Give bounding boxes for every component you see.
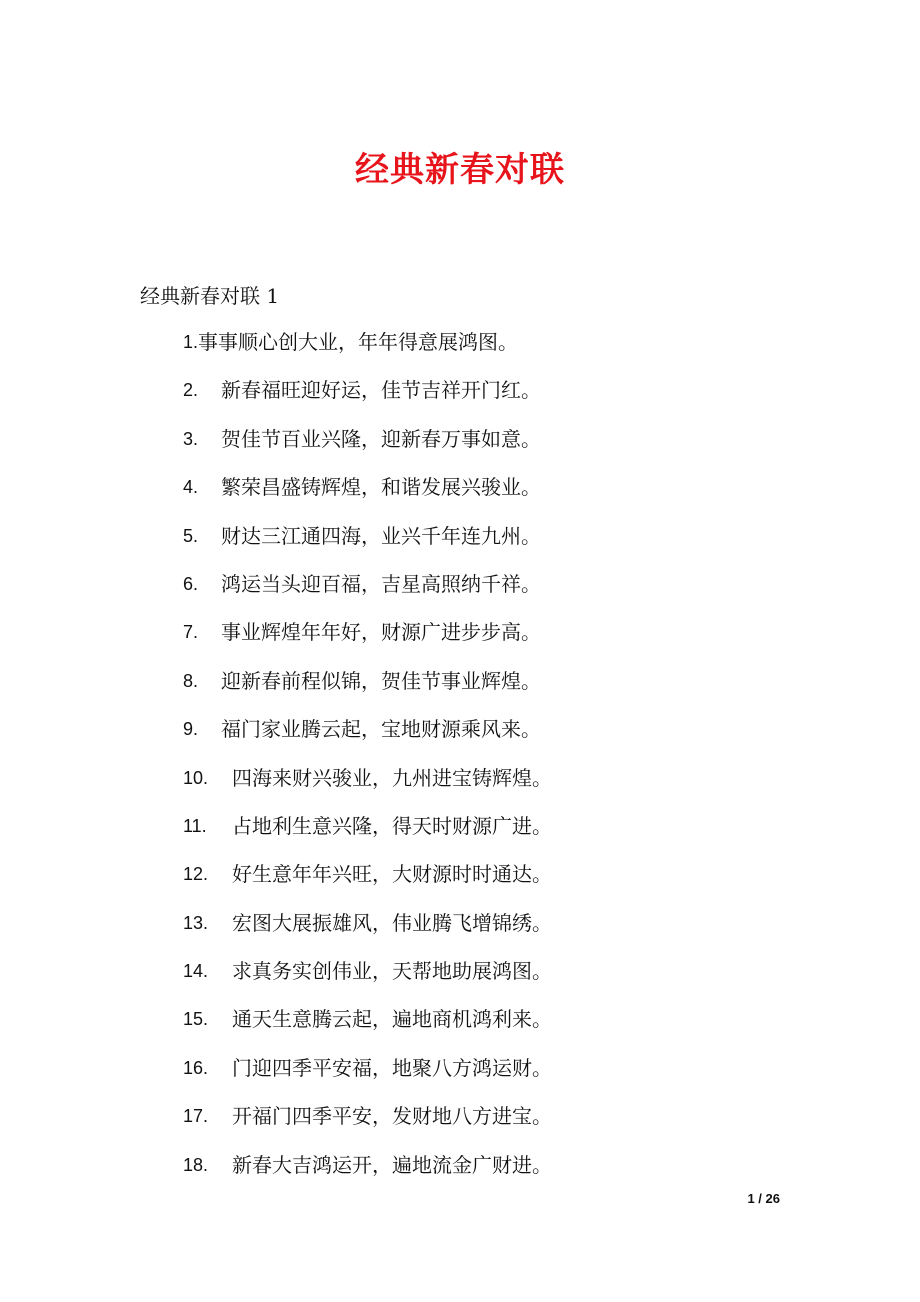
item-number: 12. [183, 864, 209, 885]
list-item [183, 715, 552, 763]
item-text: 通天生意腾云起，遍地商机鸿利来。 [232, 1007, 552, 1032]
item-number: 6. [183, 573, 199, 594]
item-number: 1. [183, 332, 199, 352]
document-title: 经典新春对联 [355, 150, 565, 190]
list-item [183, 957, 552, 1005]
item-text: 好生意年年兴旺，大财源时时通达。 [232, 862, 552, 887]
item-text: 新春大吉鸿运开，遍地流金广财进。 [232, 1152, 552, 1177]
section-heading: 经典新春对联 1 [140, 284, 280, 308]
item-text: 占地利生意兴隆，得天时财源广进。 [232, 813, 552, 838]
item-number: 18. [183, 1154, 209, 1175]
item-text: 新春福旺迎好运，佳节吉祥开门红。 [221, 378, 541, 403]
item-number: 15. [183, 1009, 209, 1030]
couplet-list [183, 328, 552, 1199]
item-number: 14. [183, 961, 209, 982]
item-number: 7. [183, 622, 199, 643]
item-text: 财达三江通四海，业兴千年连九州。 [221, 523, 541, 548]
item-text: 繁荣昌盛铸辉煌，和谐发展兴骏业。 [221, 475, 541, 500]
list-item [183, 860, 552, 908]
item-number: 3. [183, 428, 199, 449]
list-item [183, 425, 552, 473]
item-number: 13. [183, 912, 209, 933]
list-item [183, 1054, 552, 1102]
list-item [183, 764, 552, 812]
item-number: 17. [183, 1106, 209, 1127]
item-number: 16. [183, 1057, 209, 1078]
item-text: 求真务实创伟业，天帮地助展鸿图。 [232, 959, 552, 984]
list-item [183, 473, 552, 521]
list-item [183, 1151, 552, 1199]
list-item [183, 522, 552, 570]
item-text: 事业辉煌年年好，财源广进步步高。 [221, 620, 541, 645]
list-item [183, 667, 552, 715]
page-number: 1 / 26 [747, 1191, 780, 1206]
list-item [183, 618, 552, 666]
item-text: 宏图大展振雄风，伟业腾飞增锦绣。 [232, 910, 552, 935]
item-text: 门迎四季平安福，地聚八方鸿运财。 [232, 1055, 552, 1080]
list-item [183, 570, 552, 618]
item-number: 5. [183, 525, 199, 546]
item-text: 迎新春前程似锦，贺佳节事业辉煌。 [221, 668, 541, 693]
item-text: 贺佳节百业兴隆，迎新春万事如意。 [221, 426, 541, 451]
item-text: 开福门四季平安，发财地八方进宝。 [232, 1104, 552, 1129]
list-item [183, 1102, 552, 1150]
list-item [183, 812, 552, 860]
item-number: 10. [183, 767, 209, 788]
item-text: 鸿运当头迎百福，吉星高照纳千祥。 [221, 571, 541, 596]
item-number: 8. [183, 670, 199, 691]
item-number: 11. [183, 815, 207, 836]
list-item [183, 1005, 552, 1053]
item-number: 4. [183, 477, 199, 498]
item-text: 福门家业腾云起，宝地财源乘风来。 [221, 717, 541, 742]
item-number: 9. [183, 719, 199, 740]
item-text: 四海来财兴骏业，九州进宝铸辉煌。 [232, 765, 552, 790]
item-text: 事事顺心创大业，年年得意展鸿图。 [198, 330, 519, 354]
list-item [183, 328, 552, 376]
list-item [183, 376, 552, 424]
list-item [183, 909, 552, 957]
item-number: 2. [183, 380, 199, 401]
